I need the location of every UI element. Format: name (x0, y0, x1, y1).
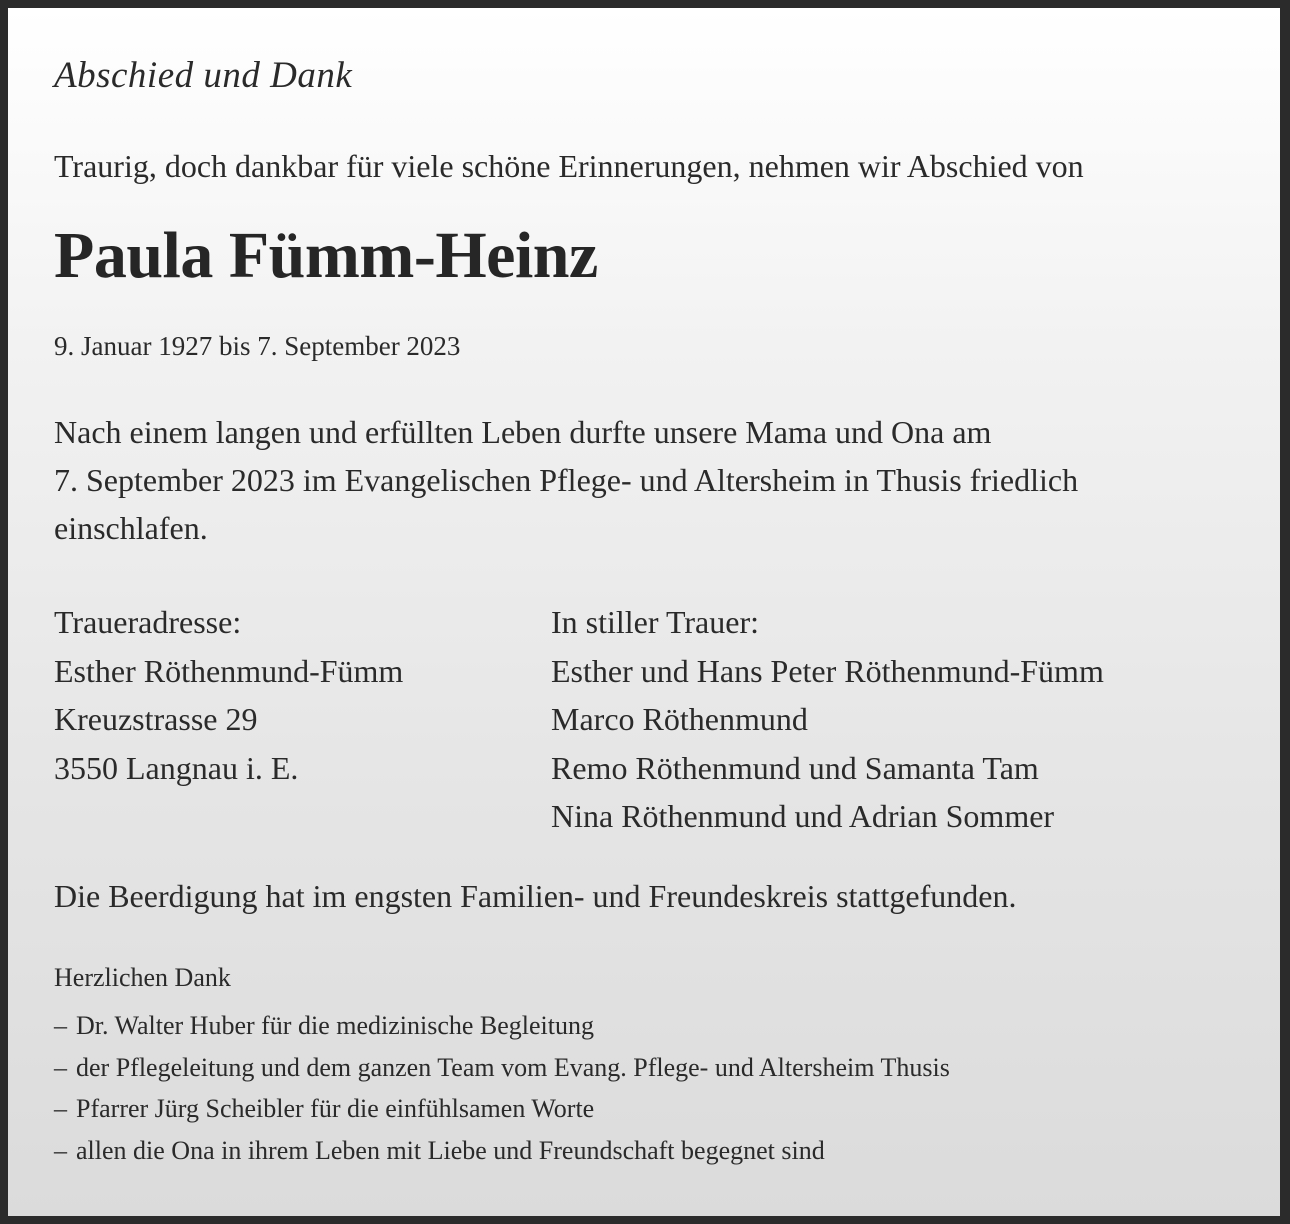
body-line: 7. September 2023 im Evangelischen Pflege- und Altersheim in Thusis friedlich (54, 462, 1079, 498)
deceased-name: Paula Fümm-Heinz (54, 219, 598, 292)
thanks-list (54, 1005, 950, 1171)
thanks-item (54, 1088, 950, 1130)
mourner-entry: Remo Röthenmund und Samanta Tam (551, 749, 1039, 786)
mourners-label: In stiller Trauer: (551, 604, 759, 640)
address-label: Traueradresse: (54, 604, 242, 640)
thanks-title: Herzlichen Dank (54, 963, 231, 992)
thanks-item (54, 1047, 950, 1089)
thanks-item-text: der Pflegeleitung und dem ganzen Team vom Evang. Pflege- und Altersheim Thusis (76, 1052, 950, 1082)
mourners-list (551, 598, 1104, 841)
intro-text: Traurig, doch dankbar für viele schöne Erinnerungen, nehmen wir Abschied von (54, 148, 1084, 184)
address-line: Esther Röthenmund-Fümm (54, 652, 404, 689)
headline: Abschied und Dank (54, 55, 353, 96)
dash: – (54, 1135, 67, 1165)
body-paragraph (54, 408, 1174, 552)
thanks-item (54, 1005, 950, 1047)
dash: – (54, 1011, 67, 1040)
dash: – (54, 1052, 67, 1082)
thanks-item (54, 1130, 950, 1172)
body-line: Nach einem langen und erfüllten Leben durfte unsere Mama und Ona am (54, 414, 992, 450)
thanks-item-text: allen die Ona in ihrem Leben mit Liebe und Freundschaft begegnet sind (76, 1135, 825, 1165)
address-line: 3550 Langnau i. E. (54, 749, 299, 786)
life-dates: 9. Januar 1927 bis 7. September 2023 (54, 331, 461, 361)
body-line: einschlafen. (54, 510, 208, 546)
obituary-notice (8, 8, 1280, 1216)
thanks-item-text: Pfarrer Jürg Scheibler für die einfühlsamen Worte (76, 1094, 595, 1123)
mourner-entry: Esther und Hans Peter Röthenmund-Fümm (551, 652, 1104, 689)
mourning-address (54, 598, 403, 792)
dash: – (54, 1094, 67, 1123)
burial-note: Die Beerdigung hat im engsten Familien- und Freundeskreis stattgefunden. (54, 878, 1017, 914)
mourner-entry: Marco Röthenmund (551, 701, 808, 737)
thanks-item-text: Dr. Walter Huber für die medizinische Begleitung (76, 1011, 594, 1040)
address-line: Kreuzstrasse 29 (54, 701, 258, 737)
mourner-entry: Nina Röthenmund und Adrian Sommer (551, 798, 1055, 834)
